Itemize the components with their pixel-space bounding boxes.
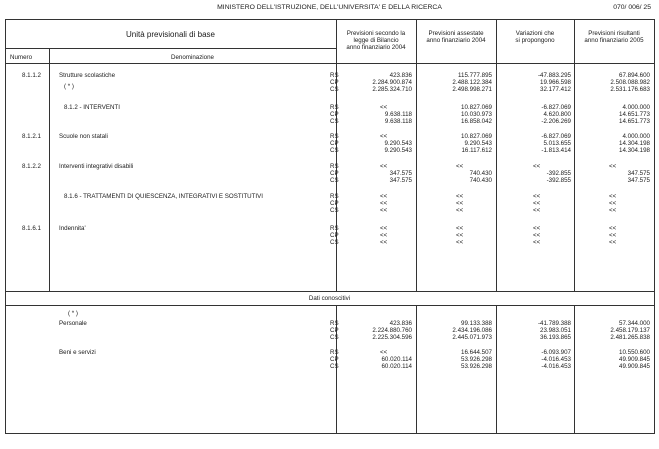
value-cell: 9.290.543 [384,140,412,148]
row-number: 8.1.1.2 [22,72,41,79]
column-previsioni-bilancio: Previsioni secondo la legge di Bilancio anno finanziario 2004 [346,30,406,51]
row-code: CP [330,140,339,148]
value-cell: 14.651.773 [619,111,650,119]
value-cell: 423.836 [389,72,412,79]
value-cell: 5.013.655 [543,140,571,148]
value-cell: << [609,232,617,240]
value-cell: 740.430 [469,170,492,178]
row-code: CP [330,79,339,87]
row-code: CP [330,111,339,119]
value-cell: -47.883.295 [537,72,571,79]
row-number: 8.1.2.2 [22,163,41,170]
row-footnote-marker: ( * ) [64,83,74,90]
value-cell: -6.827.069 [541,104,571,111]
value-cell: << [380,349,388,356]
value-cell: 16.858.042 [461,118,492,126]
value-cell: 2.458.179.137 [610,327,650,335]
row-denomination: Interventi integrativi disabili [59,163,134,170]
value-cell: 14.304.198 [619,147,650,155]
column-previsioni-risultanti: Previsioni risultanti anno finanziario 2005 [584,30,644,44]
value-cell: << [456,193,464,200]
value-cell: 4.000.000 [622,104,650,111]
unit-title: Unità previsionali di base [126,30,215,39]
value-cell: 53.926.298 [461,356,492,364]
value-cell: 67.894.600 [619,72,650,79]
value-cell: 9.638.118 [384,118,412,126]
value-cell: << [456,239,464,247]
row-denomination: 8.1.2 - INTERVENTI [64,104,120,111]
row-denomination: 8.1.6 - TRATTAMENTI DI QUIESCENZA, INTEGRATIVI E SOSTITUTIVI [64,193,263,200]
row-number: 8.1.2.1 [22,133,41,140]
value-cell: -2.206.269 [541,118,571,126]
value-cell: << [533,193,541,200]
value-cell: 16.117.612 [461,147,492,155]
value-cell: 60.020.114 [381,356,412,364]
column-previsioni-assestate: Previsioni assestate anno finanziario 2004 [426,30,486,44]
value-cell: << [380,163,388,170]
row-denomination: Personale [59,320,87,327]
row-code: RS [330,193,339,200]
value-cell: << [609,193,617,200]
value-cell: 347.575 [627,170,650,178]
value-cell: << [456,207,464,215]
row-denomination: Beni e servizi [59,349,96,356]
value-cell: 2.531.176.683 [610,86,650,94]
value-cell: -4.016.453 [541,363,571,371]
ministry-title: MINISTERO DELL'ISTRUZIONE, DELL'UNIVERSITA' E DELLA RICERCA [217,4,442,11]
page-code: 070/ 006/ 25 [613,4,651,11]
value-cell: << [533,232,541,240]
value-cell: 14.304.198 [619,140,650,148]
value-cell: 9.290.543 [464,140,492,148]
row-code: RS [330,225,339,232]
value-cell: -1.813.414 [541,147,571,155]
value-cell: -392.855 [546,177,571,185]
value-cell: 4.620.800 [543,111,571,119]
value-cell: 32.177.412 [540,86,571,94]
value-cell: << [380,104,388,111]
row-denomination: Strutture scolastiche [59,72,116,79]
row-code: CS [330,86,339,94]
value-cell: << [380,207,388,215]
value-cell: 10.827.069 [461,104,492,111]
row-code: CS [330,334,339,342]
row-code: CP [330,327,339,335]
value-cell: 2.225.304.596 [372,334,412,342]
value-cell: -4.016.453 [541,356,571,364]
value-cell: 2.445.071.973 [452,334,492,342]
value-cell: -41.789.388 [537,320,571,327]
value-cell: 19.966.598 [540,79,571,87]
value-cell: << [456,225,464,232]
value-cell: 36.193.865 [540,334,571,342]
row-denomination: Indennita' [59,225,86,232]
value-cell: -392.855 [546,170,571,178]
value-cell: << [609,200,617,208]
value-cell: << [380,133,388,140]
value-cell: << [380,193,388,200]
value-cell: << [456,163,464,170]
value-cell: 10.550.600 [619,349,650,356]
value-cell: << [456,200,464,208]
value-cell: << [533,207,541,215]
value-cell: 2.224.880.760 [372,327,412,335]
value-cell: << [609,225,617,232]
row-code: CS [330,239,339,247]
row-code: RS [330,349,339,356]
row-code: CS [330,118,339,126]
row-code: CS [330,363,339,371]
dati-conoscitivi-title: Dati conoscitivi [308,295,351,302]
value-cell: << [533,163,541,170]
value-cell: 2.481.265.838 [610,334,650,342]
value-cell: 53.926.298 [461,363,492,371]
value-cell: 347.575 [389,170,412,178]
value-cell: 347.575 [389,177,412,185]
value-cell: 740.430 [469,177,492,185]
value-cell: 2.434.196.086 [452,327,492,335]
value-cell: 9.290.543 [384,147,412,155]
footnote-marker: ( * ) [68,310,78,317]
row-code: CP [330,200,339,208]
value-cell: << [609,239,617,247]
row-code: CP [330,232,339,240]
row-code: RS [330,320,339,327]
value-cell: -6.093.907 [541,349,571,356]
column-denominazione: Denominazione [171,54,214,61]
value-cell: 57.344.000 [619,320,650,327]
value-cell: 23.983.051 [540,327,571,335]
value-cell: << [609,163,617,170]
value-cell: 16.644.507 [461,349,492,356]
value-cell: << [533,200,541,208]
value-cell: 99.133.388 [461,320,492,327]
value-cell: 49.909.845 [619,356,650,364]
value-cell: 2.285.324.710 [372,86,412,94]
row-number: 8.1.6.1 [22,225,41,232]
row-code: RS [330,104,339,111]
row-code: CP [330,170,339,178]
column-numero: Numero [10,54,33,61]
value-cell: 9.638.118 [384,111,412,119]
value-cell: -6.827.069 [541,133,571,140]
value-cell: 49.909.845 [619,363,650,371]
value-cell: << [533,225,541,232]
row-denomination: Scuole non statali [59,133,108,140]
column-variazioni: Variazioni che si propongono [515,30,555,44]
value-cell: 115.777.895 [458,72,492,79]
value-cell: 423.836 [389,320,412,327]
value-cell: 2.498.998.271 [452,86,492,94]
value-cell: << [380,225,388,232]
row-code: CS [330,147,339,155]
value-cell: 2.488.122.384 [452,79,492,87]
row-code: RS [330,133,339,140]
value-cell: 4.000.000 [622,133,650,140]
value-cell: << [533,239,541,247]
value-cell: << [380,200,388,208]
value-cell: 10.030.973 [461,111,492,119]
value-cell: << [609,207,617,215]
value-cell: << [380,232,388,240]
value-cell: 60.020.114 [381,363,412,371]
row-code: RS [330,163,339,170]
value-cell: 10.827.069 [461,133,492,140]
row-code: RS [330,72,339,79]
value-cell: 14.651.773 [619,118,650,126]
value-cell: 2.508.088.982 [610,79,650,87]
row-code: CP [330,356,339,364]
value-cell: << [380,239,388,247]
value-cell: 347.575 [627,177,650,185]
value-cell: << [456,232,464,240]
row-code: CS [330,207,339,215]
row-code: CS [330,177,339,185]
value-cell: 2.284.900.874 [372,79,412,87]
